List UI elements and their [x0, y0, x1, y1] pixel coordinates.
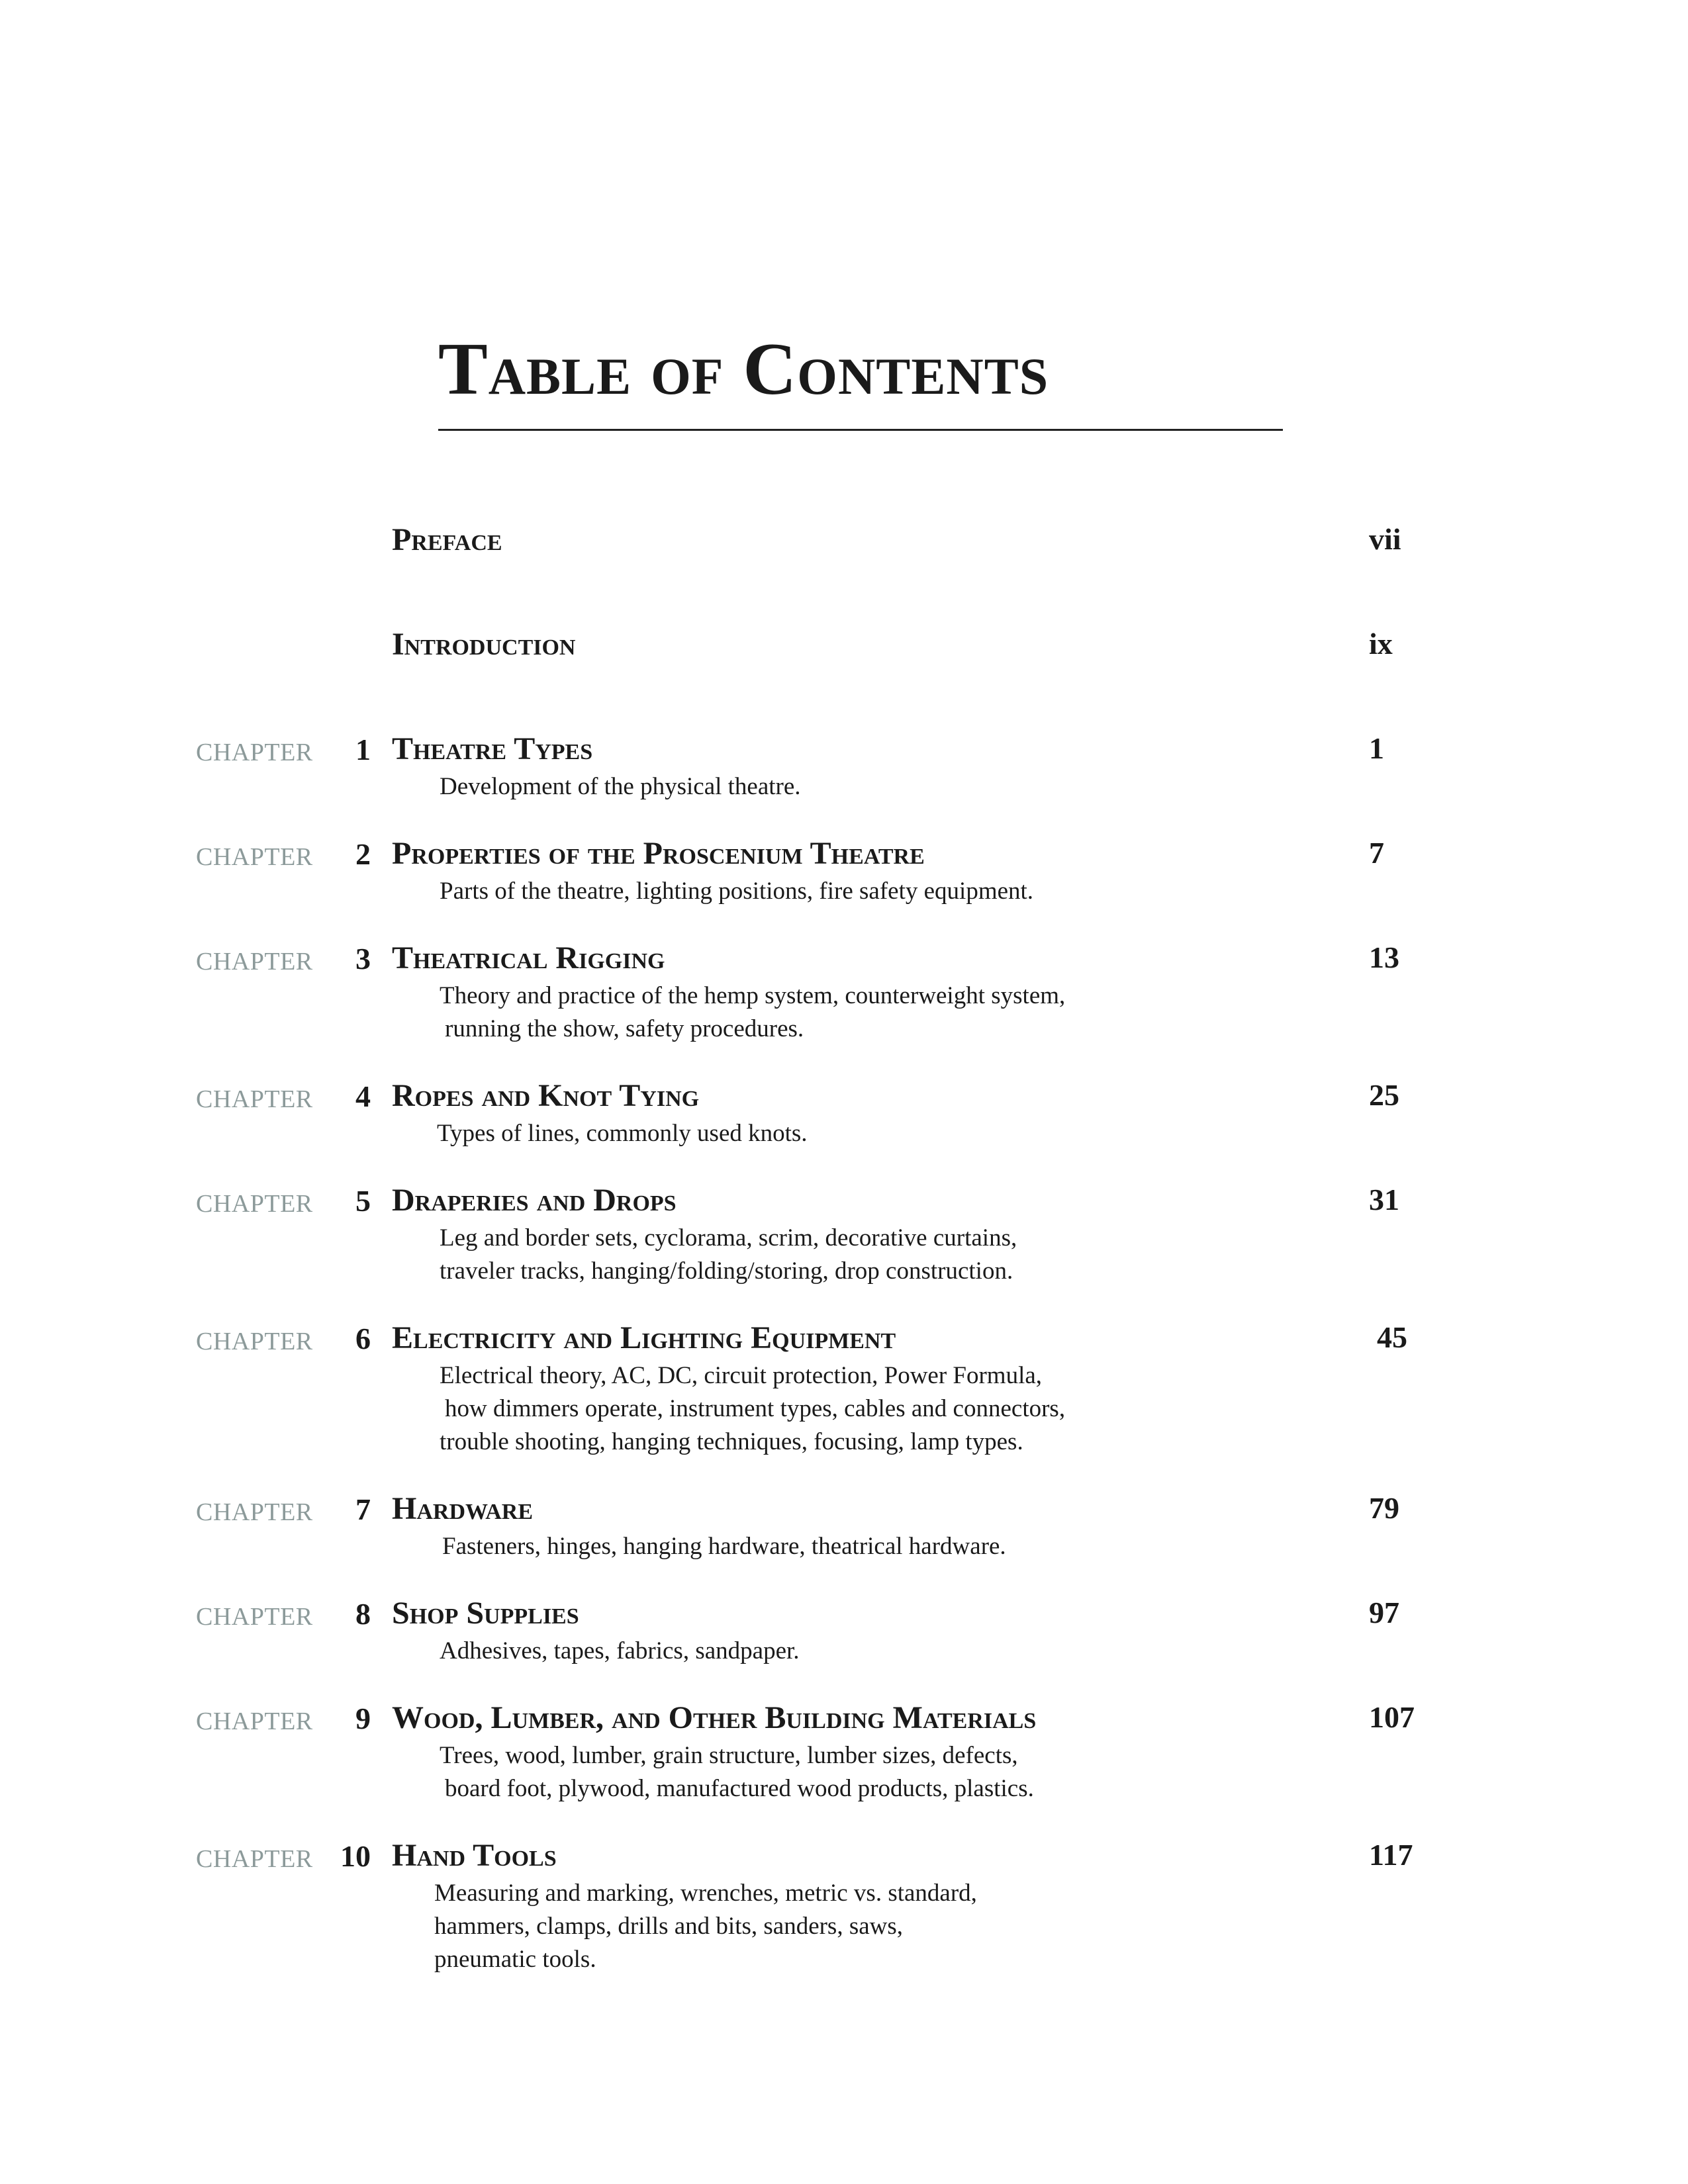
entry-page-number: 79 — [1369, 1491, 1399, 1525]
entry-description — [440, 875, 1234, 908]
entry-title: Wood, Lumber, and Other Building Materials — [392, 1700, 1037, 1735]
entry-page-number: 1 — [1369, 731, 1384, 765]
entry-page-number: 97 — [1369, 1596, 1399, 1629]
chapter-label: CHAPTER — [196, 1603, 313, 1631]
title-underline — [438, 429, 1283, 431]
chapter-label: CHAPTER — [196, 1845, 313, 1873]
chapter-label: CHAPTER — [196, 739, 313, 766]
entry-description — [440, 1635, 1234, 1668]
description-line: Parts of the theatre, lighting positions, fire safety equipment. — [440, 878, 1034, 905]
description-line: Trees, wood, lumber, grain structure, lumber sizes, defects, — [440, 1742, 1018, 1769]
chapter-number: 7 — [355, 1492, 371, 1526]
entry-title: Introduction — [392, 627, 576, 662]
chapter-label: CHAPTER — [196, 1328, 313, 1355]
entry-page-number: 45 — [1377, 1320, 1407, 1354]
chapter-number: 3 — [355, 942, 371, 976]
chapter-number: 6 — [355, 1322, 371, 1355]
chapter-label: CHAPTER — [196, 1707, 313, 1735]
description-line: Measuring and marking, wrenches, metric vs. standard, — [434, 1880, 977, 1907]
description-line: Electrical theory, AC, DC, circuit protection, Power Formula, — [440, 1362, 1043, 1389]
entry-title: Properties of the Proscenium Theatre — [392, 836, 925, 871]
entry-page-number: 25 — [1369, 1078, 1399, 1112]
description-line: running the show, safety procedures. — [445, 1015, 804, 1042]
entry-description — [434, 1877, 1229, 1976]
chapter-number: 10 — [340, 1839, 371, 1873]
description-line: traveler tracks, hanging/folding/storing, drop construction. — [440, 1257, 1013, 1285]
entry-title: Preface — [392, 522, 502, 557]
description-line: Leg and border sets, cyclorama, scrim, decorative curtains, — [440, 1224, 1017, 1251]
chapter-number: 1 — [355, 733, 371, 766]
entry-title: Electricity and Lighting Equipment — [392, 1320, 896, 1355]
entry-description — [440, 1359, 1234, 1459]
description-line: Types of lines, commonly used knots. — [437, 1120, 808, 1147]
description-line: hammers, clamps, drills and bits, sanders, saws, — [434, 1913, 904, 1940]
page-title: Table of Contents — [438, 328, 1049, 410]
entry-description — [440, 1222, 1234, 1288]
entry-title: Theatre Types — [392, 731, 593, 766]
chapter-number: 5 — [355, 1184, 371, 1218]
entry-page-number: ix — [1369, 627, 1393, 660]
entry-title: Ropes and Knot Tying — [392, 1078, 700, 1113]
description-line: how dimmers operate, instrument types, cables and connectors, — [445, 1395, 1066, 1422]
entry-page-number: 117 — [1369, 1838, 1413, 1872]
chapter-label: CHAPTER — [196, 1190, 313, 1218]
description-line: Fasteners, hinges, hanging hardware, theatrical hardware. — [442, 1533, 1006, 1560]
entry-title: Draperies and Drops — [392, 1183, 677, 1218]
entry-title: Hand Tools — [392, 1838, 557, 1873]
entry-description — [442, 1530, 1237, 1563]
chapter-number: 2 — [355, 837, 371, 871]
chapter-number: 8 — [355, 1597, 371, 1631]
entry-description — [440, 1739, 1234, 1805]
entry-page-number: 107 — [1369, 1700, 1415, 1734]
entry-description — [440, 979, 1234, 1046]
entry-description — [437, 1117, 1231, 1150]
chapter-label: CHAPTER — [196, 1498, 313, 1526]
entry-page-number: 31 — [1369, 1183, 1399, 1216]
chapter-label: CHAPTER — [196, 843, 313, 871]
description-line: trouble shooting, hanging techniques, focusing, lamp types. — [440, 1428, 1023, 1455]
description-line: Theory and practice of the hemp system, counterweight system, — [440, 982, 1066, 1009]
entry-title: Theatrical Rigging — [392, 940, 665, 976]
entry-page-number: vii — [1369, 522, 1401, 556]
entry-title: Shop Supplies — [392, 1596, 579, 1631]
entry-description — [440, 770, 1234, 803]
chapter-label: CHAPTER — [196, 948, 313, 976]
entry-page-number: 13 — [1369, 940, 1399, 974]
chapter-label: CHAPTER — [196, 1085, 313, 1113]
description-line: Adhesives, tapes, fabrics, sandpaper. — [440, 1637, 800, 1664]
chapter-number: 9 — [355, 1702, 371, 1735]
entry-page-number: 7 — [1369, 836, 1384, 870]
description-line: pneumatic tools. — [434, 1946, 596, 1973]
description-line: board foot, plywood, manufactured wood products, plastics. — [445, 1775, 1034, 1802]
description-line: Development of the physical theatre. — [440, 773, 801, 800]
chapter-number: 4 — [355, 1079, 371, 1113]
entry-title: Hardware — [392, 1491, 534, 1526]
